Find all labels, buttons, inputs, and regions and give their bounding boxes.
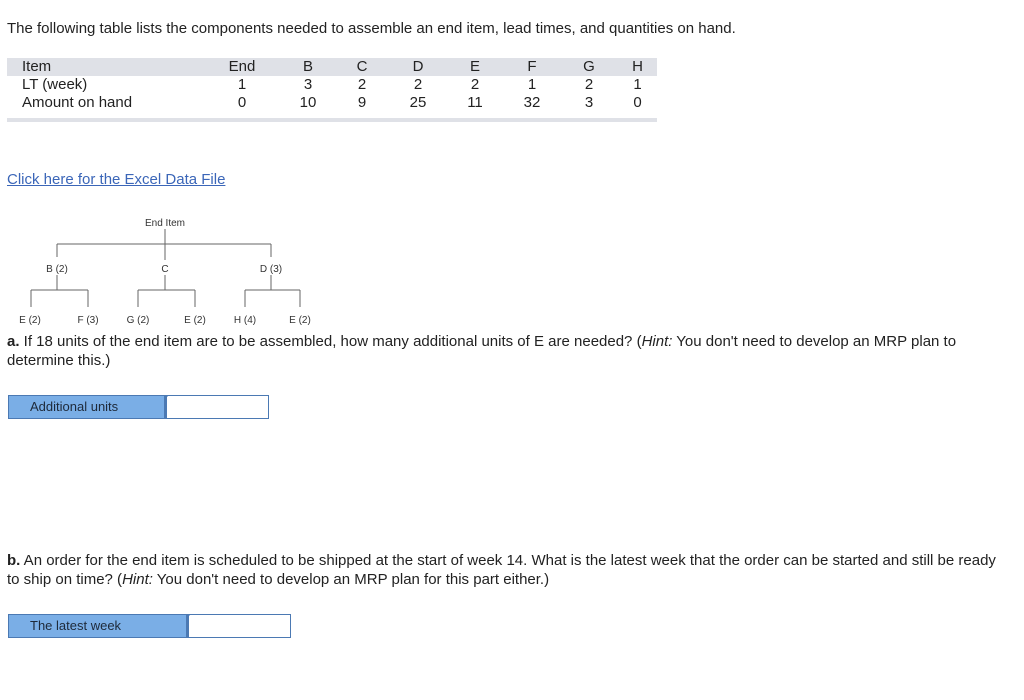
question-b-hint-label: Hint: bbox=[122, 571, 153, 588]
table-cell: 2 bbox=[584, 76, 594, 93]
header-cell: End bbox=[228, 58, 256, 75]
table-cell: 10 bbox=[299, 94, 317, 111]
question-a-label: a. bbox=[7, 333, 20, 350]
components-table bbox=[7, 58, 657, 122]
tree-node-d: D (3) bbox=[259, 264, 283, 275]
header-cell: B bbox=[302, 58, 313, 75]
row-label: LT (week) bbox=[22, 76, 88, 93]
tree-node-root: End Item bbox=[144, 218, 186, 229]
table-row bbox=[7, 76, 657, 94]
tree-node-f: F (3) bbox=[77, 315, 99, 326]
table-cell: 1 bbox=[633, 76, 642, 93]
header-cell: Item bbox=[22, 58, 52, 75]
header-cell: H bbox=[632, 58, 643, 75]
table-cell: 25 bbox=[409, 94, 427, 111]
tree-node-b: B (2) bbox=[46, 264, 68, 275]
tree-node-h: H (4) bbox=[233, 315, 257, 326]
tree-node-e: E (2) bbox=[184, 315, 206, 326]
tree-node-c: C bbox=[161, 264, 169, 275]
table-cell: 3 bbox=[584, 94, 594, 111]
table-cell: 9 bbox=[357, 94, 367, 111]
table-cell: 2 bbox=[357, 76, 367, 93]
input-corner-marker bbox=[165, 395, 169, 399]
table-cell: 1 bbox=[237, 76, 247, 93]
excel-data-link[interactable]: Click here for the Excel Data File bbox=[7, 171, 226, 188]
additional-units-label: Additional units bbox=[8, 395, 165, 419]
table-cell: 3 bbox=[303, 76, 313, 93]
table-cell: 0 bbox=[633, 94, 642, 111]
question-b bbox=[7, 551, 997, 589]
tree-node-e: E (2) bbox=[19, 315, 41, 326]
question-a-hint-label: Hint: bbox=[641, 333, 673, 350]
header-cell: G bbox=[583, 58, 595, 75]
question-b-hint-text: You don't need to develop an MRP plan for this part either.) bbox=[152, 571, 550, 588]
additional-units-input[interactable] bbox=[165, 395, 269, 419]
answer-row-b bbox=[8, 614, 291, 638]
table-header-row bbox=[7, 58, 657, 76]
input-corner-marker bbox=[187, 614, 191, 618]
table-cell: 0 bbox=[237, 94, 247, 111]
question-b-label: b. bbox=[7, 552, 21, 569]
table-cell: 2 bbox=[413, 76, 423, 93]
answer-row-a bbox=[8, 395, 269, 419]
question-b-text: An order for the end item is scheduled to be shipped at the start of week 14. What is the latest week that the order can be started and still be ready to ship on time? ( bbox=[7, 552, 996, 588]
question-a-text: If 18 units of the end item are to be assembled, how many additional units of E are needed? ( bbox=[19, 333, 642, 350]
product-structure-tree bbox=[0, 205, 340, 330]
tree-node-g: G (2) bbox=[126, 315, 150, 326]
latest-week-input[interactable] bbox=[187, 614, 291, 638]
row-label: Amount on hand bbox=[22, 94, 133, 111]
header-cell: C bbox=[356, 58, 368, 75]
table-bottom-rule bbox=[7, 118, 657, 122]
table-cell: 11 bbox=[467, 94, 483, 111]
header-cell: D bbox=[412, 58, 424, 75]
question-a bbox=[7, 332, 997, 370]
tree-node-e: E (2) bbox=[289, 315, 311, 326]
latest-week-label: The latest week bbox=[8, 614, 187, 638]
question-a-hint-text: You don't need to develop an MRP plan to determine this.) bbox=[7, 333, 957, 369]
table-cell: 1 bbox=[527, 76, 537, 93]
table-cell: 2 bbox=[470, 76, 480, 93]
header-cell: F bbox=[527, 58, 537, 75]
intro-text: The following table lists the components needed to assemble an end item, lead times, and quantities on hand. bbox=[7, 20, 736, 37]
table-row bbox=[7, 94, 657, 112]
table-cell: 32 bbox=[523, 94, 541, 111]
header-cell: E bbox=[469, 58, 480, 75]
